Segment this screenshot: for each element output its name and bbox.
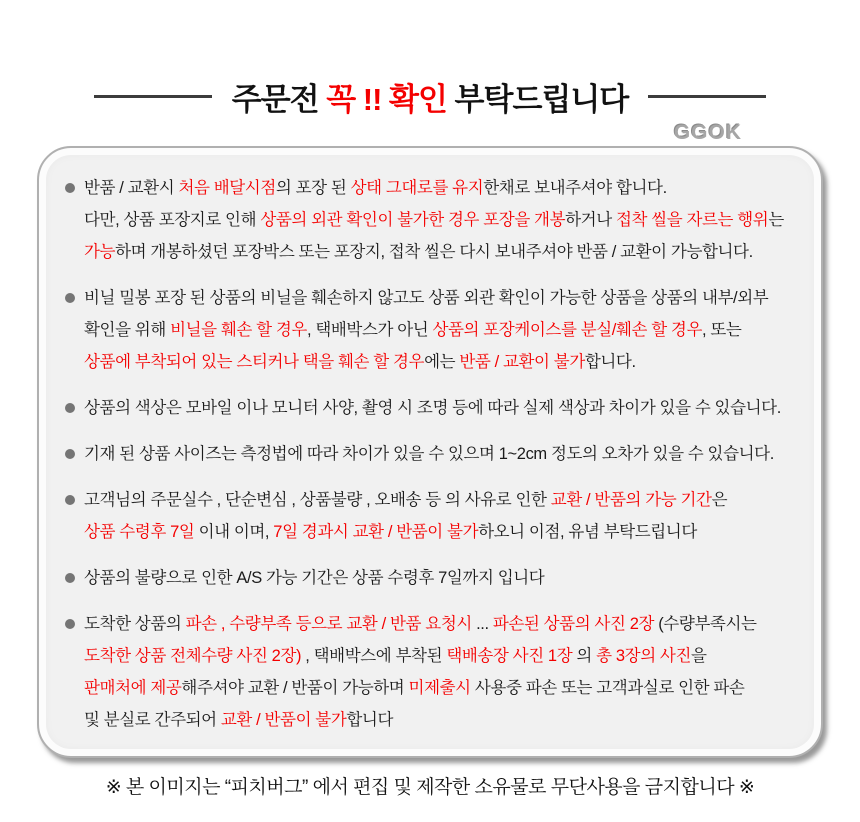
highlight-text: 교환 / 반품의 가능 기간: [550, 491, 712, 509]
plain-text: 하거나: [565, 211, 616, 229]
plain-text: 고객님의 주문실수 , 단순변심 , 상품불량 , 오배송 등 의 사유로 인한: [84, 491, 551, 509]
notice-line: [84, 608, 757, 640]
plain-text: 주문전: [231, 82, 327, 117]
notice-item: [65, 562, 807, 594]
notice-item-text: [84, 438, 774, 470]
notice-line: [84, 672, 757, 704]
notice-item-text: [84, 392, 781, 424]
plain-text: 을: [691, 647, 707, 665]
highlight-text: 택배송장 사진 1장: [446, 647, 573, 665]
plain-text: 도착한 상품의: [84, 615, 186, 633]
notice-item: [65, 172, 807, 268]
highlight-text: 파손된 상품의 사진 2장: [492, 615, 655, 633]
highlight-text: 파손 , 수량부족 등으로 교환 / 반품 요청시: [185, 615, 472, 633]
notice-item-text: [84, 484, 727, 548]
notice-item: [65, 608, 807, 736]
highlight-text: 상품의 외관 확인이 불가한 경우 포장을 개봉: [260, 211, 566, 229]
bullet-icon: [65, 183, 75, 193]
highlight-text: 비닐을 훼손 할 경우: [170, 321, 307, 339]
notice-line: [84, 392, 781, 424]
header: [0, 74, 860, 119]
highlight-text: 총 3장의 사진: [596, 647, 691, 665]
plain-text: 합니다.: [584, 353, 636, 371]
notice-item-text: [84, 172, 784, 268]
plain-text: 의: [572, 647, 597, 665]
highlight-text: 판매처에 제공: [84, 679, 182, 697]
notice-item: [65, 392, 807, 424]
highlight-text: 가능: [84, 243, 116, 261]
notice-line: [84, 438, 774, 470]
notice-line: [84, 204, 784, 236]
highlight-text: 교환 / 반품이 불가: [220, 711, 347, 729]
notice-line: [84, 236, 784, 268]
notice-item-text: [84, 562, 544, 594]
plain-text: 하며 개봉하셨던 포장박스 또는 포장지, 접착 씰은 다시 보내주셔야 반품 / 교환이 가능합니다.: [115, 243, 753, 261]
notice-line: [84, 516, 727, 548]
brand-logo: GGOK: [673, 121, 742, 144]
page-title: [232, 74, 628, 119]
notice-line: [84, 640, 757, 672]
notice-line: [84, 314, 768, 346]
notice-line: [84, 282, 768, 314]
plain-text: 이내 이며,: [194, 523, 274, 541]
plain-text: ...: [471, 615, 493, 633]
title-rule-left: [94, 95, 212, 98]
plain-text: , 또는: [702, 321, 742, 339]
plain-text: 비닐 밀봉 포장 된 상품의 비닐을 훼손하지 않고도 상품 외관 확인이 가능한 상품을 상품의 내부/외부: [84, 289, 769, 307]
bullet-icon: [65, 293, 75, 303]
highlight-text: 꼭 !! 확인: [326, 82, 447, 117]
plain-text: 및 분실로 간주되어: [84, 711, 221, 729]
highlight-text: 반품 / 교환이 불가: [459, 353, 585, 371]
bullet-icon: [65, 495, 75, 505]
plain-text: 한채로 보내주셔야 합니다.: [483, 179, 667, 197]
highlight-text: 도착한 상품 전체수량 사진 2장): [84, 647, 302, 665]
plain-text: 는: [768, 211, 784, 229]
plain-text: 상품의 불량으로 인한 A/S 가능 기간은 상품 수령후 7일까지 입니다: [84, 569, 545, 587]
plain-text: 은: [711, 491, 728, 509]
plain-text: 확인을 위해: [84, 321, 171, 339]
highlight-text: 미제출시: [408, 679, 471, 697]
notice-list: [65, 172, 807, 736]
plain-text: 반품 / 교환시: [84, 179, 179, 197]
notice-box: [37, 146, 823, 758]
notice-line: [84, 704, 757, 736]
plain-text: 부탁드립니다: [446, 82, 629, 117]
bullet-icon: [65, 449, 75, 459]
highlight-text: 상품의 포장케이스를 분실/훼손 할 경우: [432, 321, 703, 339]
bullet-icon: [65, 573, 75, 583]
footer-copyright: ※ 본 이미지는 “피치버그” 에서 편집 및 제작한 소유물로 무단사용을 금지합니다 ※: [105, 777, 755, 798]
highlight-text: 처음 배달시점: [178, 179, 276, 197]
bullet-icon: [65, 403, 75, 413]
highlight-text: 상태 그대로를 유지: [350, 179, 484, 197]
notice-item: [65, 438, 807, 470]
plain-text: 기재 된 상품 사이즈는 측정법에 따라 차이가 있을 수 있으며 1~2cm 정도의 오차가 있을 수 있습니다.: [84, 445, 774, 463]
plain-text: 사용중 파손 또는 고객과실로 인한 파손: [470, 679, 745, 697]
plain-text: 하오니 이점, 유념 부탁드립니다: [478, 523, 697, 541]
notice-item: [65, 484, 807, 548]
highlight-text: 상품 수령후 7일: [84, 523, 195, 541]
notice-line: [84, 484, 727, 516]
plain-text: 의 포장 된: [275, 179, 351, 197]
notice-item: [65, 282, 807, 378]
plain-text: 합니다: [346, 711, 394, 729]
plain-text: , 택배박스에 부착된: [301, 647, 447, 665]
notice-line: [84, 172, 784, 204]
notice-item-text: [84, 282, 768, 378]
plain-text: 상품의 색상은 모바일 이나 모니터 사양, 촬영 시 조명 등에 따라 실제 색상과 차이가 있을 수 있습니다.: [84, 399, 781, 417]
plain-text: 에는: [424, 353, 460, 371]
notice-line: [84, 562, 544, 594]
plain-text: , 택배박스가 아닌: [306, 321, 433, 339]
plain-text: (수량부족시는: [654, 615, 757, 633]
highlight-text: 상품에 부착되어 있는 스티커나 택을 훼손 할 경우: [84, 353, 425, 371]
plain-text: 다만, 상품 포장지로 인해: [84, 211, 261, 229]
plain-text: 해주셔야 교환 / 반품이 가능하며: [181, 679, 409, 697]
notice-item-text: [84, 608, 757, 736]
title-rule-right: [648, 95, 766, 98]
highlight-text: 접착 씰을 자르는 행위: [615, 211, 769, 229]
notice-line: [84, 346, 768, 378]
highlight-text: 7일 경과시 교환 / 반품이 불가: [273, 523, 479, 541]
bullet-icon: [65, 619, 75, 629]
